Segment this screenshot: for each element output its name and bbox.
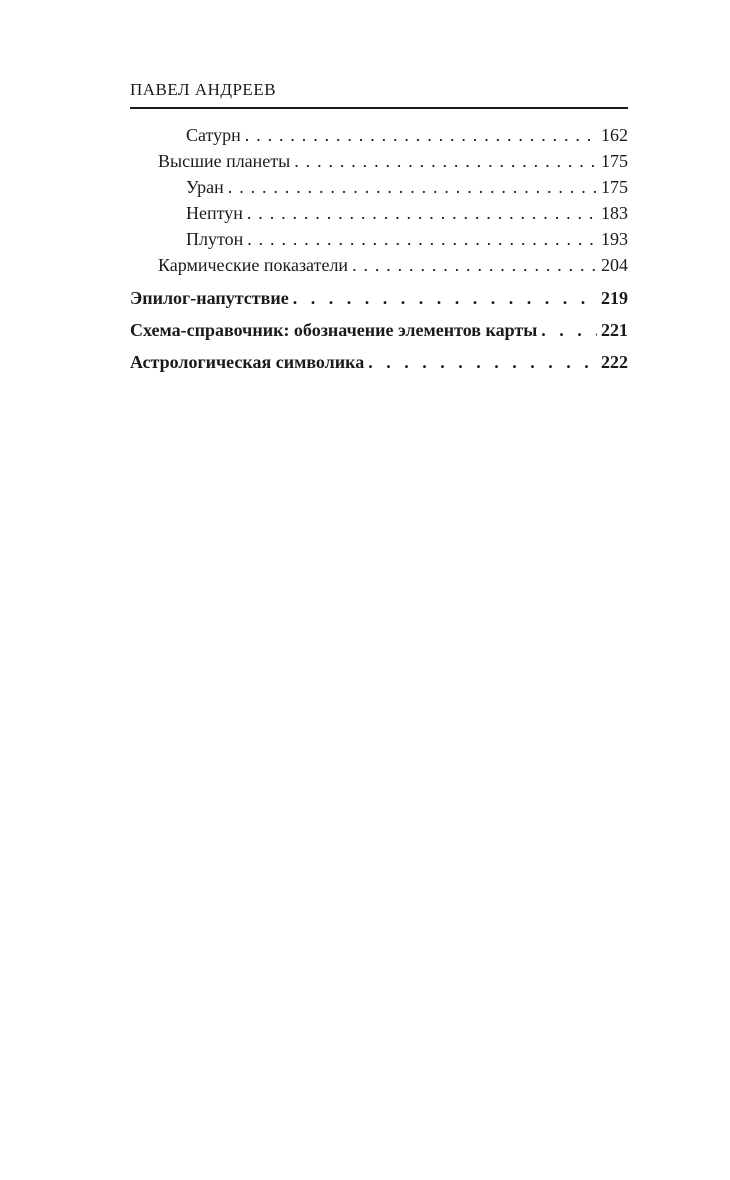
dot-leader [293, 282, 597, 314]
toc-entry-page: 222 [601, 352, 628, 372]
header-rule [130, 107, 628, 109]
dot-leader [541, 314, 597, 346]
dot-leader [245, 122, 597, 148]
dot-leader [352, 252, 597, 278]
toc-entry-title: Кармические показатели [158, 255, 349, 275]
dot-leader [228, 174, 597, 200]
toc-entry-page: 162 [601, 125, 628, 145]
toc-entry-title: Сатурн [186, 125, 241, 145]
toc-entry[interactable] [130, 122, 628, 148]
toc-entry[interactable] [130, 200, 628, 226]
toc-entry-title: Уран [186, 177, 224, 197]
dot-leader [294, 148, 597, 174]
toc-chapter-entry[interactable] [130, 346, 628, 378]
toc-entry-page: 219 [601, 288, 628, 308]
toc-entry[interactable] [130, 148, 628, 174]
toc-entry-title: Астрологическая символика [130, 352, 365, 372]
toc-entry-title: Высшие планеты [158, 151, 291, 171]
toc-entry-page: 221 [601, 320, 628, 340]
toc-chapter-entry[interactable] [130, 314, 628, 346]
toc-entry[interactable] [130, 174, 628, 200]
toc-entry-title: Схема-справочник: обозначение элементов карты [130, 320, 538, 340]
toc-entry[interactable] [130, 252, 628, 278]
dot-leader [368, 346, 597, 378]
toc-entry-title: Нептун [186, 203, 243, 223]
running-head-author: ПАВЕЛ АНДРЕЕВ [130, 80, 277, 99]
toc-entry-title: Эпилог-напутствие [130, 288, 289, 308]
toc-entry-title: Плутон [186, 229, 244, 249]
toc-entry-page: 175 [601, 151, 628, 171]
toc-entry-page: 175 [601, 177, 628, 197]
dot-leader [247, 226, 597, 252]
toc-entry-page: 204 [601, 255, 628, 275]
toc-entry-page: 193 [601, 229, 628, 249]
table-of-contents [130, 122, 628, 378]
toc-entry[interactable] [130, 226, 628, 252]
toc-entry-page: 183 [601, 203, 628, 223]
dot-leader [247, 200, 597, 226]
toc-chapter-entry[interactable] [130, 282, 628, 314]
